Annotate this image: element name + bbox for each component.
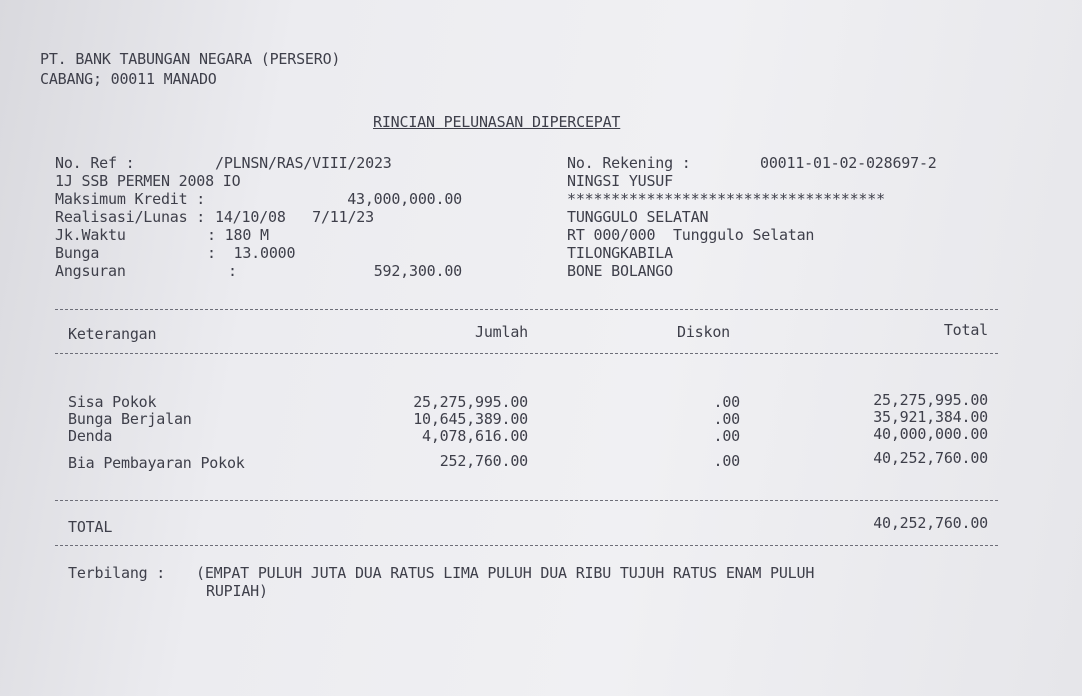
term-label: Jk.Waktu [55,226,126,244]
table-row-amount: 10,645,389.00 [413,410,528,428]
address-line-4: BONE BOLANGO [567,262,673,280]
address-line-3: TILONGKABILA [567,244,673,262]
table-row-amount: 25,275,995.00 [413,393,528,411]
header-bottom-rule [55,353,998,354]
table-row-total: 40,252,760.00 [873,449,988,467]
address-line-2: RT 000/000 Tunggulo Selatan [567,226,815,244]
spelled-line-2: RUPIAH) [206,582,268,600]
spelled-line-1: (EMPAT PULUH JUTA DUA RATUS LIMA PULUH DUA RIBU TUJUH RATUS ENAM PULUH [196,564,815,582]
total-top-rule [55,500,998,501]
total-bottom-rule [55,545,998,546]
bank-branch: CABANG; 00011 MANADO [40,70,217,88]
bank-name: PT. BANK TABUNGAN NEGARA (PERSERO) [40,50,341,68]
account-number-label: No. Rekening : [567,154,691,172]
table-row-total: 40,000,000.00 [873,425,988,443]
table-row-total: 35,921,384.00 [873,408,988,426]
interest-label: Bunga [55,244,100,262]
total-label: TOTAL [68,518,113,536]
interest-value: : 13.0000 [207,244,296,262]
spelled-label: Terbilang : [68,564,166,582]
table-row-discount: .00 [713,427,740,445]
max-credit-value: 43,000,000.00 [347,190,462,208]
header-total: Total [943,321,988,339]
term-value: : 180 M [207,226,269,244]
table-row-discount: .00 [713,452,740,470]
table-row-total: 25,275,995.00 [873,391,988,409]
account-holder-name: NINGSI YUSUF [567,172,673,190]
product-code: 1J SSB PERMEN 2008 IO [55,172,241,190]
realization-value: 14/10/08 7/11/23 [215,208,374,226]
total-value: 40,252,760.00 [873,514,988,532]
header-jumlah: Jumlah [475,323,528,341]
ref-value: /PLNSN/RAS/VIII/2023 [215,154,392,172]
installment-value: 592,300.00 [373,262,462,280]
table-row-desc: Bunga Berjalan [68,410,192,428]
document-title: RINCIAN PELUNASAN DIPERCEPAT [373,113,621,131]
realization-label: Realisasi/Lunas : [55,208,206,226]
installment-colon: : [228,262,237,280]
table-row-desc: Sisa Pokok [68,393,157,411]
header-keterangan: Keterangan [68,325,157,343]
table-row-desc: Bia Pembayaran Pokok [68,454,245,472]
address-line-1: TUNGGULO SELATAN [567,208,709,226]
ref-label: No. Ref : [55,154,135,172]
header-diskon: Diskon [677,323,730,341]
table-row-amount: 4,078,616.00 [422,427,528,445]
table-row-discount: .00 [713,393,740,411]
max-credit-label: Maksimum Kredit : [55,190,206,208]
table-row-desc: Denda [68,427,113,445]
installment-label: Angsuran [55,262,126,280]
table-top-rule [55,309,998,310]
table-row-discount: .00 [713,410,740,428]
table-row-amount: 252,760.00 [439,452,528,470]
masked-line: ************************************ [567,190,885,208]
account-number-value: 00011-01-02-028697-2 [760,154,937,172]
